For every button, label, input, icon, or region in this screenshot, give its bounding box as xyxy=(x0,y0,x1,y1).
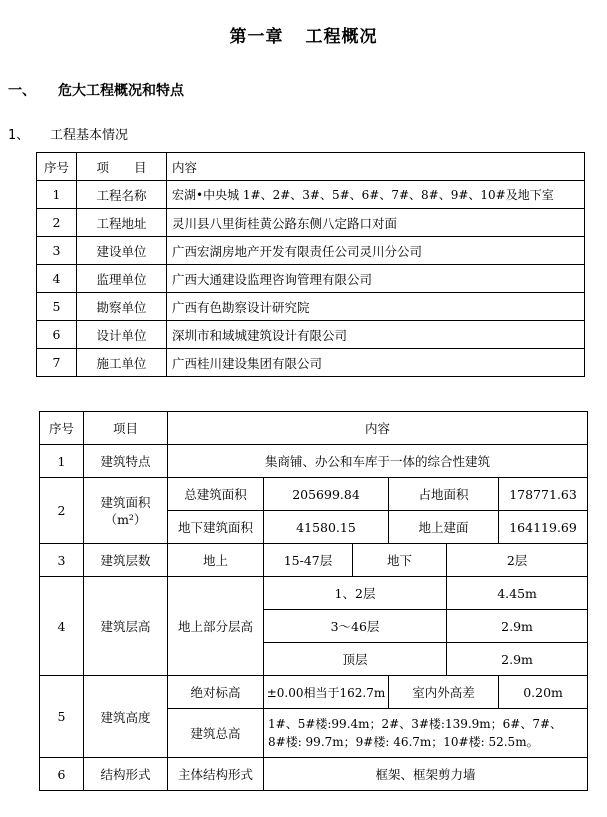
row-content: 广西宏湖房地产开发有限责任公司灵川分公司 xyxy=(167,237,585,265)
row-no: 1 xyxy=(40,445,84,478)
floors-above-value: 15-47层 xyxy=(264,544,353,577)
row-item: 工程名称 xyxy=(77,181,167,209)
row-item: 建筑层数 xyxy=(84,544,168,577)
total-height-line2: 8#楼: 99.7m；9#楼: 46.7m；10#楼: 52.5m。 xyxy=(268,735,539,749)
area-unit: （m²） xyxy=(104,511,147,527)
floor-height: 4.45m xyxy=(447,577,588,610)
row-content: 广西大通建设监理咨询管理有限公司 xyxy=(167,265,585,293)
row-no: 6 xyxy=(37,321,77,349)
table-row xyxy=(37,209,585,237)
subsection-heading xyxy=(8,124,128,143)
row-no: 5 xyxy=(40,676,84,758)
above-area-label: 地上建面 xyxy=(389,511,499,544)
table-row xyxy=(37,321,585,349)
row-no: 6 xyxy=(40,758,84,791)
structure-label: 主体结构形式 xyxy=(168,758,264,791)
header-no: 序号 xyxy=(37,153,77,181)
total-height-label: 建筑总高 xyxy=(168,709,264,758)
row-item: 设计单位 xyxy=(77,321,167,349)
row-content: 集商铺、办公和车库于一体的综合性建筑 xyxy=(168,445,588,478)
row-no: 2 xyxy=(37,209,77,237)
absolute-elevation-value: ±0.00相当于162.7m xyxy=(264,676,389,709)
row-item: 建筑高度 xyxy=(84,676,168,758)
row-item: 勘察单位 xyxy=(77,293,167,321)
storey-height-label: 地上部分层高 xyxy=(168,577,264,676)
row-no: 7 xyxy=(37,349,77,377)
row-content: 深圳市和域城建筑设计有限公司 xyxy=(167,321,585,349)
floors-below-value: 2层 xyxy=(447,544,588,577)
table-row xyxy=(40,577,588,610)
row-no: 1 xyxy=(37,181,77,209)
total-area-value: 205699.84 xyxy=(264,478,389,511)
row-no: 4 xyxy=(37,265,77,293)
total-area-label: 总建筑面积 xyxy=(168,478,264,511)
section-number: 一、 xyxy=(8,83,36,99)
total-height-line1: 1#、5#楼:99.4m；2#、3#楼:139.9m；6#、7#、 xyxy=(268,717,563,731)
floor-range: 顶层 xyxy=(264,643,447,676)
underground-area-label: 地下建筑面积 xyxy=(168,511,264,544)
floor-range: 1、2层 xyxy=(264,577,447,610)
row-no: 4 xyxy=(40,577,84,676)
table-row xyxy=(37,293,585,321)
row-no: 3 xyxy=(37,237,77,265)
header-no: 序号 xyxy=(40,412,84,445)
table-row xyxy=(40,758,588,791)
row-content: 广西桂川建设集团有限公司 xyxy=(167,349,585,377)
floor-height: 2.9m xyxy=(447,610,588,643)
table-row xyxy=(37,181,585,209)
header-content: 内容 xyxy=(168,412,588,445)
table-header-row xyxy=(37,153,585,181)
section-title: 危大工程概况和特点 xyxy=(58,83,184,99)
row-item: 工程地址 xyxy=(77,209,167,237)
row-no: 3 xyxy=(40,544,84,577)
table-row xyxy=(40,478,588,511)
section-heading xyxy=(8,80,184,100)
area-item-label: 建筑面积 xyxy=(100,494,151,510)
above-area-value: 164119.69 xyxy=(499,511,588,544)
row-item: 建筑层高 xyxy=(84,577,168,676)
header-item: 项 目 xyxy=(77,153,167,181)
table-row xyxy=(37,237,585,265)
row-item: 结构形式 xyxy=(84,758,168,791)
land-area-label: 占地面积 xyxy=(389,478,499,511)
basic-info-table xyxy=(36,152,585,377)
row-item: 施工单位 xyxy=(77,349,167,377)
subsection-title: 工程基本情况 xyxy=(50,128,129,143)
floor-range: 3～46层 xyxy=(264,610,447,643)
header-item: 项目 xyxy=(84,412,168,445)
row-item: 监理单位 xyxy=(77,265,167,293)
height-difference-label: 室内外高差 xyxy=(389,676,499,709)
table-row xyxy=(37,349,585,377)
building-info-table xyxy=(39,411,588,791)
total-height-value xyxy=(264,709,588,758)
row-no: 5 xyxy=(37,293,77,321)
table-header-row xyxy=(40,412,588,445)
floors-below-label: 地下 xyxy=(353,544,447,577)
floors-above-label: 地上 xyxy=(168,544,264,577)
row-content: 灵川县八里街桂黄公路东侧八定路口对面 xyxy=(167,209,585,237)
underground-area-value: 41580.15 xyxy=(264,511,389,544)
height-difference-value: 0.20m xyxy=(499,676,588,709)
chapter-number: 第一章 xyxy=(229,27,284,47)
absolute-elevation-label: 绝对标高 xyxy=(168,676,264,709)
subsection-number: 1、 xyxy=(8,128,30,143)
row-content: 宏湖•中央城 1#、2#、3#、5#、6#、7#、8#、9#、10#及地下室 xyxy=(167,181,585,209)
row-item: 建设单位 xyxy=(77,237,167,265)
row-content: 广西有色勘察设计研究院 xyxy=(167,293,585,321)
header-content: 内容 xyxy=(167,153,585,181)
chapter-name: 工程概况 xyxy=(305,27,378,47)
structure-value: 框架、框架剪力墙 xyxy=(264,758,588,791)
row-item xyxy=(84,478,168,544)
floor-height: 2.9m xyxy=(447,643,588,676)
row-no: 2 xyxy=(40,478,84,544)
land-area-value: 178771.63 xyxy=(499,478,588,511)
table-row xyxy=(40,445,588,478)
chapter-title xyxy=(0,22,607,47)
table-row xyxy=(40,676,588,709)
table-row xyxy=(40,544,588,577)
table-row xyxy=(37,265,585,293)
row-item: 建筑特点 xyxy=(84,445,168,478)
